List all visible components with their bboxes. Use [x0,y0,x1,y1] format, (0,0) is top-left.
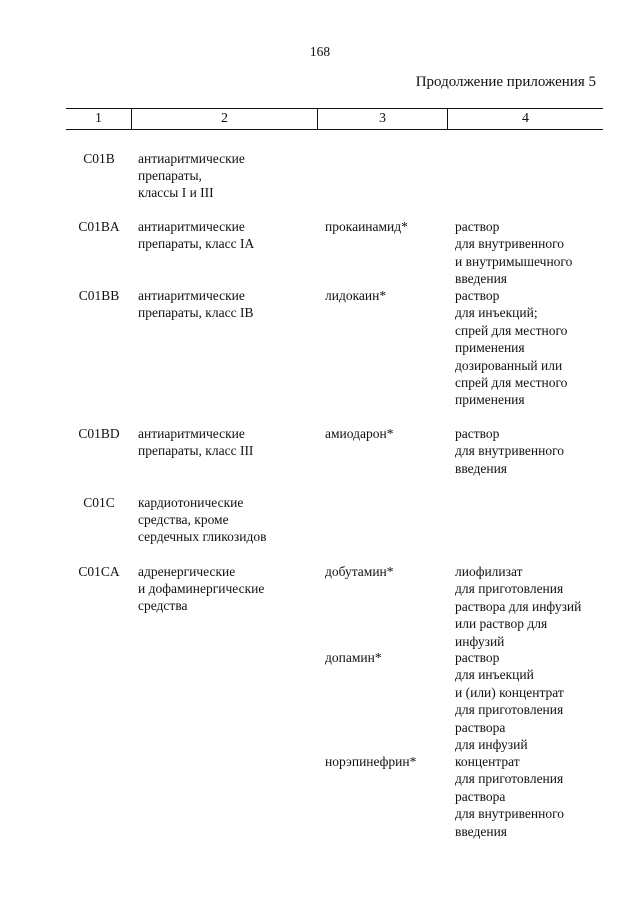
drug-name: амиодарон* [325,426,394,441]
dosage-form: раствор для внутривенного и внутримышечного введения [455,219,573,287]
atc-code: C01B [83,151,115,166]
dosage-form: лиофилизат для приготовления раствора для инфузий или раствор для инфузий [455,564,582,649]
atc-code: C01CA [78,564,120,579]
group-name: антиаритмические препараты, класс III [138,426,254,458]
column-header-1: 1 [66,109,132,129]
group-name: адренергические и дофаминергические средства [138,564,265,613]
column-header-3: 3 [318,109,448,129]
atc-code: C01BD [78,426,120,441]
column-header-row [66,108,603,130]
group-name: антиаритмические препараты, классы I и III [138,151,245,200]
drug-name: добутамин* [325,564,394,579]
dosage-form: раствор для инъекций; спрей для местного применения дозированный или спрей для местного применения [455,288,568,408]
atc-code: C01BB [78,288,120,303]
continuation-label: Продолжение приложения 5 [415,74,596,90]
group-name: антиаритмические препараты, класс IB [138,288,254,320]
atc-code: C01C [83,495,115,510]
page-number: 168 [309,44,331,59]
column-header-2: 2 [132,109,318,129]
drug-name: прокаинамид* [325,219,408,234]
drug-name: лидокаин* [325,288,387,303]
dosage-form: раствор для инъекций и (или) концентрат для приготовления раствора для инфузий [455,650,564,753]
drug-name: норэпинефрин* [325,754,417,769]
atc-code: C01BA [78,219,120,234]
dosage-form: раствор для внутривенного введения [455,426,565,476]
column-header-4: 4 [522,111,529,126]
dosage-form: концентрат для приготовления раствора для внутривенного введения [455,754,565,839]
drug-name: допамин* [325,650,382,665]
group-name: антиаритмические препараты, класс IA [138,219,255,251]
group-name: кардиотонические средства, кроме сердечных гликозидов [138,495,267,544]
